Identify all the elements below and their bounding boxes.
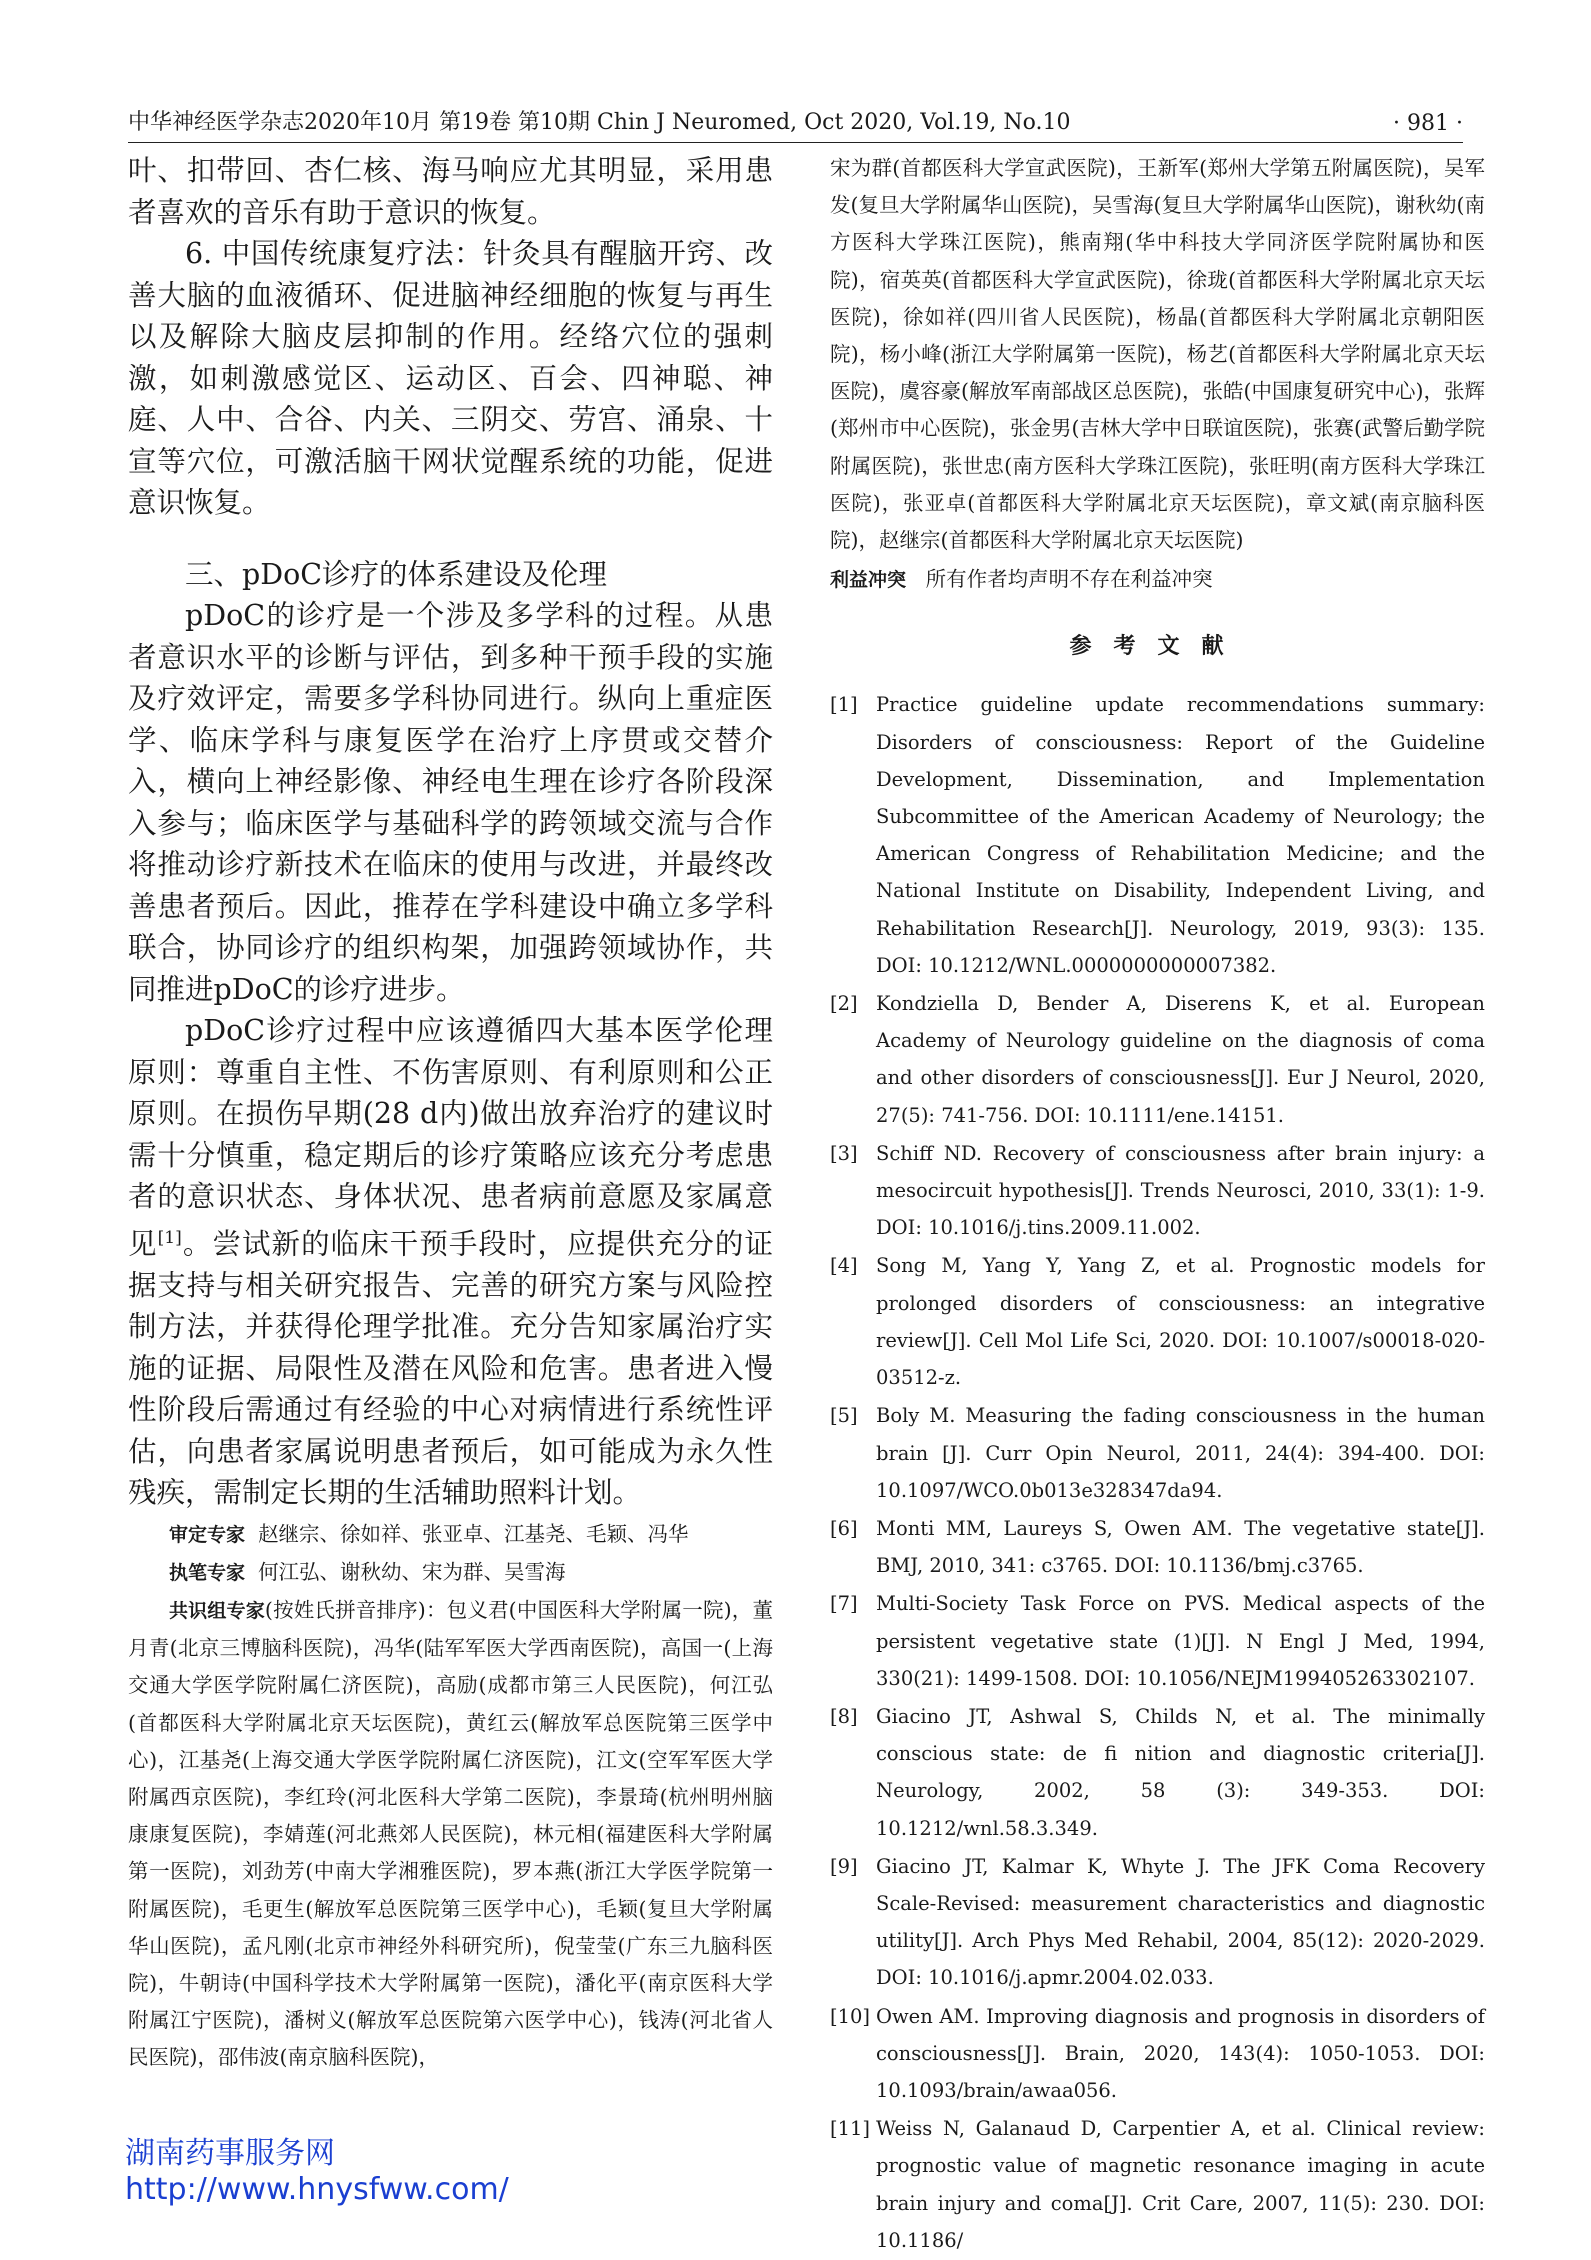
consensus-group bbox=[128, 1592, 773, 2077]
writer-text: 何江弘、谢秋幼、宋为群、吴雪海 bbox=[258, 1559, 566, 1584]
reference-item bbox=[830, 1397, 1485, 1509]
left-column bbox=[128, 150, 773, 2077]
reference-number: [10] bbox=[830, 2004, 871, 2028]
reference-number: [2] bbox=[830, 992, 858, 1016]
group-label: 共识组专家 bbox=[169, 1599, 265, 1622]
reference-item bbox=[830, 1247, 1485, 1396]
reference-text: Schiff ND. Recovery of consciousness after brain injury: a mesocircuit hypothesis[J]. Trends Neurosci, 2010, 33(1): 1-9. DOI: 10.1016/j.tins.2009.11.002. bbox=[876, 1141, 1485, 1240]
reference-item bbox=[830, 1135, 1485, 1247]
reference-item bbox=[830, 1510, 1485, 1584]
reference-text: Giacino JT, Ashwal S, Childs N, et al. The minimally conscious state: de fi nition and diagnostic criteria[J]. Neurology, 2002, 58 (3): 349-353. DOI: 10.1212/wnl.58.3.349. bbox=[876, 1704, 1485, 1840]
reference-text: Song M, Yang Y, Yang Z, et al. Prognostic models for prolonged disorders of consciousness: an integrative review[J]. Cell Mol Life Sci, 2020. DOI: 10.1007/s00018-020-03512-z. bbox=[876, 1254, 1485, 1390]
reference-text: Owen AM. Improving diagnosis and prognosis in disorders of consciousness[J]. Brain, 2020, 143(4): 1050-1053. DOI: 10.1093/brain/awaa056. bbox=[876, 2004, 1485, 2102]
review-text: 赵继宗、徐如祥、张亚卓、江基尧、毛颖、冯华 bbox=[258, 1521, 689, 1546]
reference-text: Weiss N, Galanaud D, Carpentier A, et al. Clinical review: prognostic value of magnetic resonance imaging in acute brain injury and coma[J]. Crit Care, 2007, 11(5): 230. DOI: 10.1186/ bbox=[876, 2117, 1485, 2252]
watermark-url[interactable]: http://www.hnysfww.com/ bbox=[125, 2172, 509, 2207]
conflict-label: 利益冲突 bbox=[830, 569, 907, 592]
reference-item bbox=[830, 1998, 1485, 2110]
watermark bbox=[125, 2136, 509, 2208]
paragraph-tcm: 6. 中国传统康复疗法：针灸具有醒脑开窍、改善大脑的血液循环、促进脑神经细胞的恢复与再生以及解除大脑皮层抑制的作用。经络穴位的强刺激，如刺激感觉区、运动区、百会、四神聪、神庭、人中、合谷、内关、三阴交、劳宫、涌泉、十宣等穴位，可激活脑干网状觉醒系统的功能，促进意识恢复。 bbox=[128, 237, 773, 519]
reference-number: [11] bbox=[830, 2117, 871, 2141]
reference-item bbox=[830, 1848, 1485, 1997]
reference-number: [3] bbox=[830, 1141, 858, 1165]
reference-text: Giacino JT, Kalmar K, Whyte J. The JFK Coma Recovery Scale-Revised: measurement characteristics and diagnostic utility[J]. Arch Phys Med Rehabil, 2004, 85(12): 2020-2029. DOI: 10.1016/j.apmr.2004.02.033. bbox=[876, 1854, 1485, 1990]
reference-text: Monti MM, Laureys S, Owen AM. The vegetative state[J]. BMJ, 2010, 341: c3765. DOI: 10.1136/bmj.c3765. bbox=[876, 1516, 1485, 1578]
reference-number: [8] bbox=[830, 1704, 858, 1728]
review-label: 审定专家 bbox=[169, 1523, 246, 1546]
ethics-text-b: 。尝试新的临床干预手段时，应提供充分的证据支持与相关研究报告、完善的研究方案与风险控制方法，并获得伦理学批准。充分告知家属治疗实施的证据、局限性及潜在风险和危害。患者进入慢性阶段后需通过有经验的中心对病情进行系统性评估，向患者家属说明患者预后，如可能成为永久性残疾，需制定长期的生活辅助照料计划。 bbox=[128, 1227, 773, 1509]
reference-text: Kondziella D, Bender A, Diserens K, et al. European Academy of Neurology guideline on the diagnosis of coma and other disorders of consciousness[J]. Eur J Neurol, 2020, 27(5): 741-756. DOI: 10.1111/ene.14151. bbox=[876, 992, 1485, 1127]
reference-list bbox=[830, 686, 1485, 2259]
review-experts bbox=[128, 1516, 773, 1554]
conflict-text: 所有作者均声明不存在利益冲突 bbox=[925, 567, 1213, 592]
consensus-group-continued: 宋为群(首都医科大学宣武医院)，王新军(郑州大学第五附属医院)，吴军发(复旦大学附属华山医院)，吴雪海(复旦大学附属华山医院)，谢秋幼(南方医科大学珠江医院)，熊南翔(华中科技大学同济医学院附属协和医院)，宿英英(首都医科大学宣武医院)，徐珑(首都医科大学附属北京天坛医院)，徐如祥(四川省人民医院)，杨晶(首都医科大学附属北京朝阳医院)，杨小峰(浙江大学附属第一医院)，杨艺(首都医科大学附属北京天坛医院)，虞容豪(解放军南部战区总医院)，张皓(中国康复研究中心)，张辉(郑州市中心医院)，张金男(吉林大学中日联谊医院)，张赛(武警后勤学院附属医院)，张世忠(南方医科大学珠江医院)，张旺明(南方医科大学珠江医院)，张亚卓(首都医科大学附属北京天坛医院)，章文斌(南京脑科医院)，赵继宗(首都医科大学附属北京天坛医院) bbox=[830, 156, 1485, 553]
reference-item bbox=[830, 686, 1485, 984]
reference-item bbox=[830, 1698, 1485, 1847]
reference-item bbox=[830, 985, 1485, 1134]
reference-text: Multi-Society Task Force on PVS. Medical aspects of the persistent vegetative state (1)[J]. N Engl J Med, 1994, 330(21): 1499-1508. DOI: 10.1056/NEJM199405263302107. bbox=[876, 1592, 1485, 1690]
paragraph-music: 叶、扣带回、杏仁核、海马响应尤其明显，采用患者喜欢的音乐有助于意识的恢复。 bbox=[128, 154, 773, 229]
paragraph-multidisciplinary: pDoC的诊疗是一个涉及多学科的过程。从患者意识水平的诊断与评估，到多种干预手段的实施及疗效评定，需要多学科协同进行。纵向上重症医学、临床学科与康复医学在治疗上序贯或交替介入，横向上神经影像、神经电生理在诊疗各阶段深入参与；临床医学与基础科学的跨领域交流与合作将推动诊疗新技术在临床的使用与改进，并最终改善患者预后。因此，推荐在学科建设中确立多学科联合，协同诊疗的组织构架，加强跨领域协作，共同推进pDoC的诊疗进步。 bbox=[128, 599, 773, 1006]
running-header bbox=[128, 108, 1463, 143]
writing-experts bbox=[128, 1554, 773, 1592]
reference-number: [6] bbox=[830, 1516, 858, 1540]
writer-label: 执笔专家 bbox=[169, 1561, 246, 1584]
reference-item bbox=[830, 2110, 1485, 2259]
journal-citation: 中华神经医学杂志2020年10月 第19卷 第10期 Chin J Neuromed, Oct 2020, Vol.19, No.10 bbox=[128, 110, 1071, 135]
reference-number: [9] bbox=[830, 1854, 858, 1878]
reference-item bbox=[830, 1585, 1485, 1697]
citation-ref-1[interactable]: [1] bbox=[157, 1227, 182, 1248]
reference-number: [4] bbox=[830, 1254, 858, 1278]
reference-number: [1] bbox=[830, 693, 858, 717]
right-column bbox=[830, 150, 1485, 2260]
conflict-of-interest bbox=[830, 561, 1485, 599]
page-number: · 981 · bbox=[1393, 111, 1463, 136]
ethics-text-a: pDoC诊疗过程中应该遵循四大基本医学伦理原则：尊重自主性、不伤害原则、有利原则和公正原则。在损伤早期(28 d内)做出放弃治疗的建议时需十分慎重，稳定期后的诊疗策略应该充分考虑患者的意识状态、身体状况、患者病前意愿及家属意见 bbox=[128, 1014, 773, 1260]
references-title: 参考文献 bbox=[1069, 634, 1246, 660]
paragraph-ethics bbox=[128, 1010, 773, 1514]
reference-number: [7] bbox=[830, 1592, 858, 1616]
reference-text: Boly M. Measuring the fading consciousness in the human brain [J]. Curr Opin Neurol, 2011, 24(4): 394-400. DOI: 10.1097/WCO.0b013e328347da94. bbox=[876, 1404, 1485, 1502]
section-heading: 三、pDoC诊疗的体系建设及伦理 bbox=[185, 557, 608, 591]
watermark-site-name: 湖南药事服务网 bbox=[125, 2136, 335, 2171]
reference-text: Practice guideline update recommendations summary: Disorders of consciousness: Report of the Guideline Development, Dissemination, and Implementation Subcommittee of the American Academy of Neurology; the American Congress of Rehabilitation Medicine; and the National Institute on Disability, Independent Living, and Rehabilitation Research[J]. Neurology, 2019, 93(3): 135. DOI: 10.1212/WNL.0000000000007382. bbox=[876, 693, 1485, 977]
reference-number: [5] bbox=[830, 1404, 858, 1428]
group-text: (按姓氏拼音排序)：包义君(中国医科大学附属一院)，董月青(北京三博脑科医院)，冯华(陆军军医大学西南医院)，高国一(上海交通大学医学院附属仁济医院)，高励(成都市第三人民医院)，何江弘(首都医科大学附属北京天坛医院)，黄红云(解放军总医院第三医学中心)，江基尧(上海交通大学医学院附属仁济医院)，江文(空军军医大学附属西京医院)，李红玲(河北医科大学第二医院)，李景琦(杭州明州脑康康复医院)，李婧莲(河北燕郊人民医院)，林元相(福建医科大学附属第一医院)，刘劲芳(中南大学湘雅医院)，罗本燕(浙江大学医学院第一附属医院)，毛更生(解放军总医院第三医学中心)，毛颖(复旦大学附属华山医院)，孟凡刚(北京市神经外科研究所)，倪莹莹(广东三九脑科医院)，牛朝诗(中国科学技术大学附属第一医院)，潘化平(南京医科大学附属江宁医院)，潘树义(解放军总医院第六医学中心)，钱涛(河北省人民医院)，邵伟波(南京脑科医院)， bbox=[128, 1597, 773, 2070]
